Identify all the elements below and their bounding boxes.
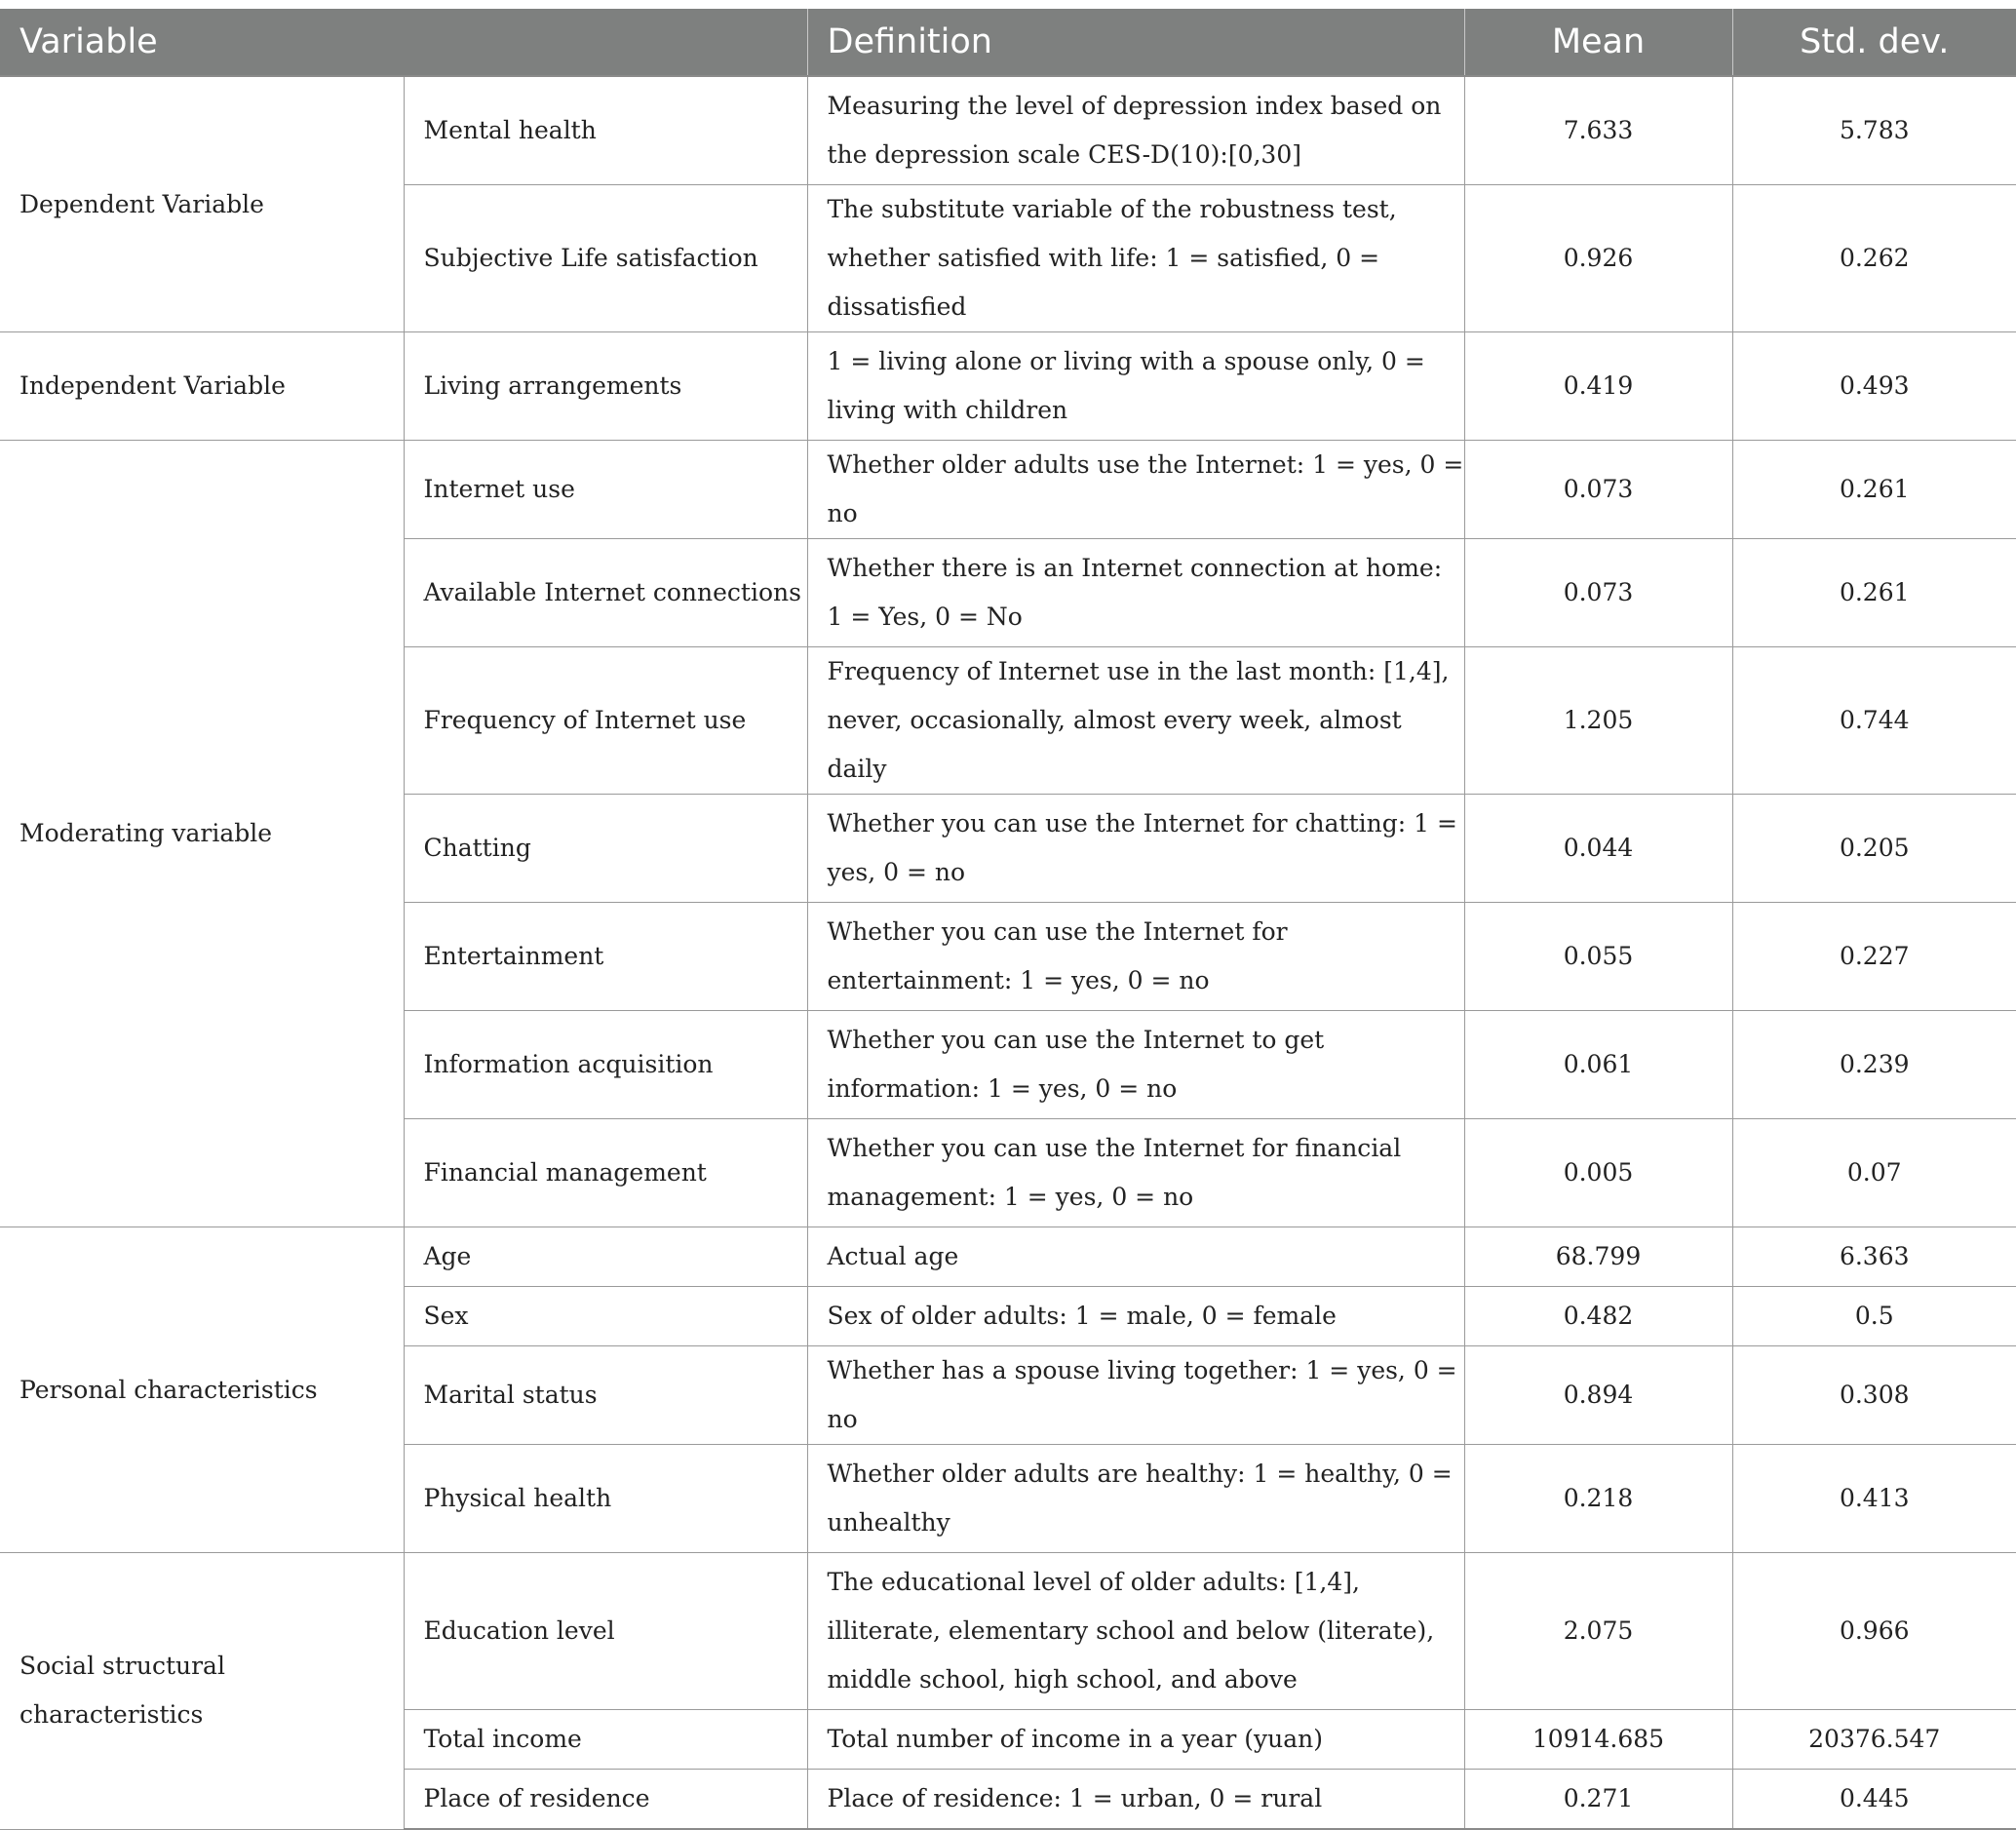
sd-value: 20376.547 (1732, 1710, 2016, 1770)
variable-definition: Whether has a spouse living together: 1 = yes, 0 = no (807, 1346, 1464, 1445)
mean-value: 0.482 (1464, 1287, 1732, 1346)
variable-name: Financial management (404, 1119, 807, 1227)
variable-definition: Whether you can use the Internet to get information: 1 = yes, 0 = no (807, 1011, 1464, 1119)
header-row (0, 9, 2016, 76)
descriptive-statistics-table (0, 9, 2016, 1830)
variable-definition: Whether you can use the Internet for financial management: 1 = yes, 0 = no (807, 1119, 1464, 1227)
sd-value: 0.744 (1732, 647, 2016, 795)
variable-name: Education level (404, 1553, 807, 1710)
variable-name: Frequency of Internet use (404, 647, 807, 795)
table-row (0, 76, 2016, 185)
mean-value: 0.005 (1464, 1119, 1732, 1227)
sd-value: 0.445 (1732, 1770, 2016, 1830)
mean-value: 0.926 (1464, 185, 1732, 332)
variable-name: Total income (404, 1710, 807, 1770)
mean-value: 0.044 (1464, 795, 1732, 903)
group-label-dependent: Dependent Variable (0, 76, 404, 332)
sd-value: 0.966 (1732, 1553, 2016, 1710)
variable-name: Entertainment (404, 903, 807, 1011)
variable-definition: Whether there is an Internet connection at home: 1 = Yes, 0 = No (807, 539, 1464, 647)
variable-definition: Whether older adults use the Internet: 1 = yes, 0 = no (807, 441, 1464, 539)
mean-value: 0.055 (1464, 903, 1732, 1011)
sd-value: 0.239 (1732, 1011, 2016, 1119)
variable-definition: Total number of income in a year (yuan) (807, 1710, 1464, 1770)
mean-value: 7.633 (1464, 76, 1732, 185)
variable-definition: Actual age (807, 1227, 1464, 1287)
variable-definition: Sex of older adults: 1 = male, 0 = female (807, 1287, 1464, 1346)
variable-definition: Place of residence: 1 = urban, 0 = rural (807, 1770, 1464, 1830)
sd-value: 0.261 (1732, 441, 2016, 539)
variable-name: Age (404, 1227, 807, 1287)
header-mean: Mean (1464, 9, 1732, 76)
variable-name: Sex (404, 1287, 807, 1346)
variable-definition: The educational level of older adults: [1,4], illiterate, elementary school and below (literate), middle school, high school, and above (807, 1553, 1464, 1710)
variable-definition: The substitute variable of the robustness test, whether satisfied with life: 1 = satisfied, 0 = dissatisfied (807, 185, 1464, 332)
group-label-social: Social structural characteristics (0, 1553, 404, 1830)
group-label-independent: Independent Variable (0, 332, 404, 441)
mean-value: 0.894 (1464, 1346, 1732, 1445)
mean-value: 1.205 (1464, 647, 1732, 795)
mean-value: 10914.685 (1464, 1710, 1732, 1770)
mean-value: 0.271 (1464, 1770, 1732, 1830)
variable-name: Available Internet connections (404, 539, 807, 647)
variable-name: Marital status (404, 1346, 807, 1445)
sd-value: 0.261 (1732, 539, 2016, 647)
mean-value: 0.218 (1464, 1445, 1732, 1553)
header-variable: Variable (0, 9, 807, 76)
sd-value: 0.5 (1732, 1287, 2016, 1346)
sd-value: 6.363 (1732, 1227, 2016, 1287)
variable-name: Living arrangements (404, 332, 807, 441)
table-row (0, 441, 2016, 539)
sd-value: 0.205 (1732, 795, 2016, 903)
table-row (0, 1227, 2016, 1287)
sd-value: 0.493 (1732, 332, 2016, 441)
header-std-dev: Std. dev. (1732, 9, 2016, 76)
variable-name: Mental health (404, 76, 807, 185)
sd-value: 0.262 (1732, 185, 2016, 332)
variable-name: Internet use (404, 441, 807, 539)
variable-name: Chatting (404, 795, 807, 903)
sd-value: 0.413 (1732, 1445, 2016, 1553)
sd-value: 5.783 (1732, 76, 2016, 185)
mean-value: 0.073 (1464, 441, 1732, 539)
variable-name: Place of residence (404, 1770, 807, 1830)
table-body (0, 76, 2016, 1829)
variable-name: Subjective Life satisfaction (404, 185, 807, 332)
variable-name: Information acquisition (404, 1011, 807, 1119)
header-definition: Definition (807, 9, 1464, 76)
mean-value: 68.799 (1464, 1227, 1732, 1287)
mean-value: 0.419 (1464, 332, 1732, 441)
mean-value: 0.061 (1464, 1011, 1732, 1119)
variable-definition: Measuring the level of depression index based on the depression scale CES-D(10):[0,30] (807, 76, 1464, 185)
group-label-moderating: Moderating variable (0, 441, 404, 1227)
mean-value: 0.073 (1464, 539, 1732, 647)
variable-definition: Frequency of Internet use in the last month: [1,4], never, occasionally, almost every week, almost daily (807, 647, 1464, 795)
table-row (0, 1553, 2016, 1710)
variable-definition: Whether you can use the Internet for entertainment: 1 = yes, 0 = no (807, 903, 1464, 1011)
variable-definition: Whether older adults are healthy: 1 = healthy, 0 = unhealthy (807, 1445, 1464, 1553)
table-row (0, 332, 2016, 441)
variable-definition: 1 = living alone or living with a spouse only, 0 = living with children (807, 332, 1464, 441)
variable-definition: Whether you can use the Internet for chatting: 1 = yes, 0 = no (807, 795, 1464, 903)
sd-value: 0.308 (1732, 1346, 2016, 1445)
sd-value: 0.227 (1732, 903, 2016, 1011)
mean-value: 2.075 (1464, 1553, 1732, 1710)
group-label-personal: Personal characteristics (0, 1227, 404, 1553)
variable-name: Physical health (404, 1445, 807, 1553)
table-header (0, 9, 2016, 76)
sd-value: 0.07 (1732, 1119, 2016, 1227)
